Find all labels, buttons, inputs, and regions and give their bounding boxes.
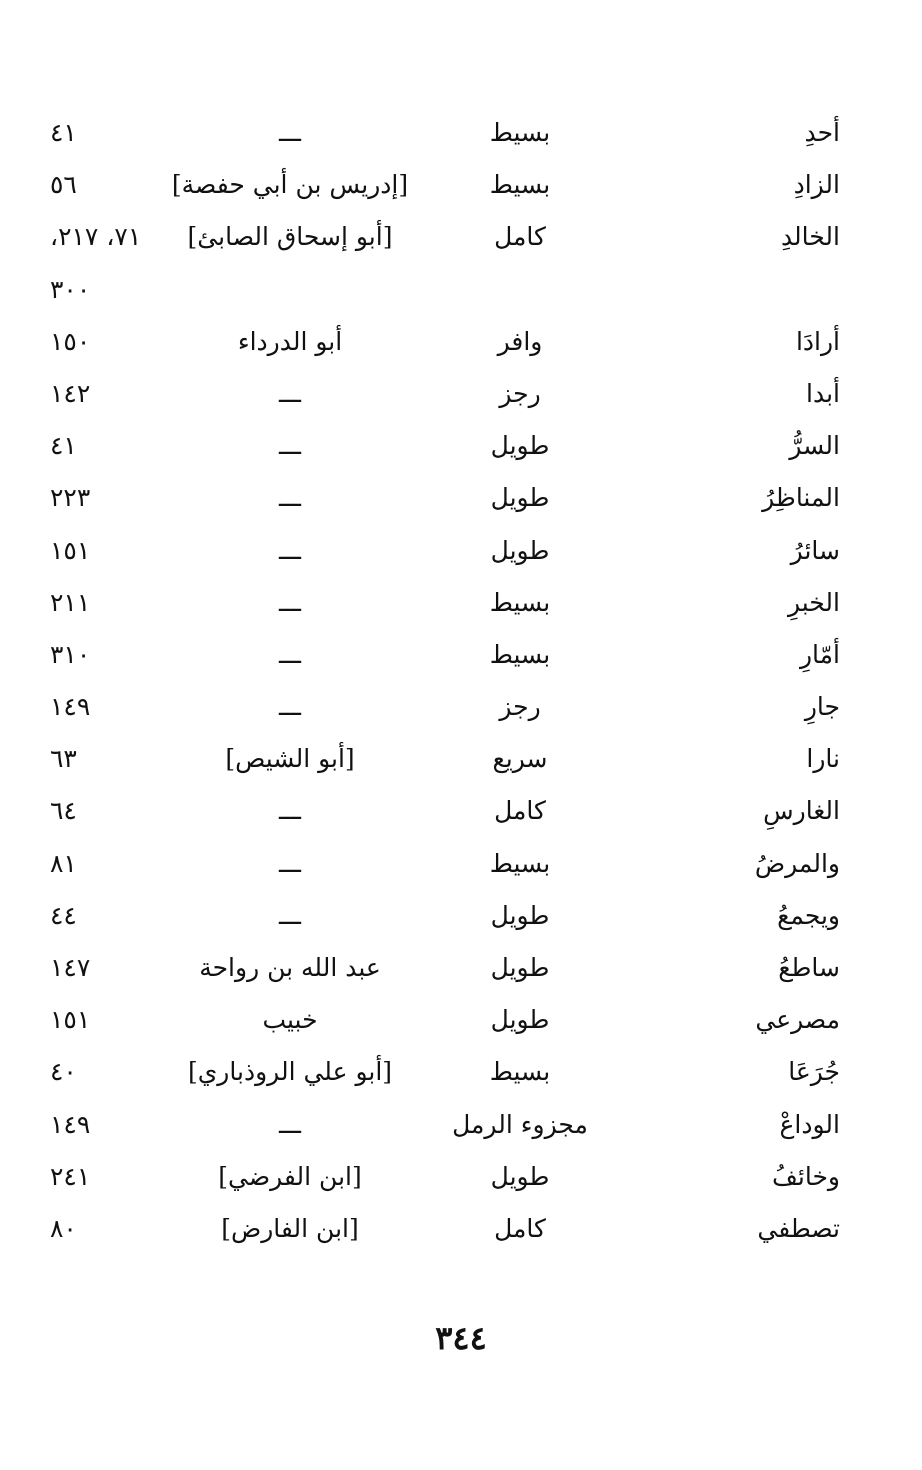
meter: بسيط bbox=[489, 170, 551, 200]
poet: [إدريس بن أبي حفصة] bbox=[171, 170, 409, 200]
meter: بسيط bbox=[489, 1057, 551, 1087]
index-row bbox=[50, 943, 840, 995]
index-row bbox=[50, 160, 840, 212]
index-row bbox=[50, 212, 840, 264]
rhyme-word: الغارسِ bbox=[763, 796, 840, 826]
poet: [ابن الفرضي] bbox=[218, 1161, 362, 1191]
meter: طويل bbox=[490, 953, 550, 982]
rhyme-word: جارِ bbox=[804, 692, 840, 722]
index-row bbox=[50, 1152, 840, 1204]
page-ref: ١٥٠ bbox=[50, 326, 91, 356]
rhyme-word: تصطفي bbox=[757, 1213, 840, 1243]
rhyme-word: سائرُ bbox=[790, 535, 840, 565]
rhyme-word: الخالدِ bbox=[780, 222, 840, 252]
page-ref: ١٤٩ bbox=[50, 1109, 91, 1139]
rhyme-word: جُرَعَا bbox=[788, 1057, 840, 1087]
meter: طويل bbox=[490, 1161, 550, 1191]
index-row bbox=[50, 786, 840, 838]
poet: ـــ bbox=[279, 378, 301, 408]
meter: رجز bbox=[499, 692, 541, 722]
meter: وافر bbox=[497, 326, 543, 356]
index-row bbox=[50, 1047, 840, 1099]
meter: كامل bbox=[494, 796, 546, 826]
page-ref: ٦٤ bbox=[50, 796, 77, 826]
rhyme-word: مصرعي bbox=[755, 1005, 840, 1035]
page-ref: ٨٠ bbox=[50, 1213, 77, 1243]
meter: كامل bbox=[494, 222, 546, 252]
index-row bbox=[50, 473, 840, 525]
meter: رجز bbox=[499, 378, 541, 408]
page-ref: ١٤٧ bbox=[50, 953, 91, 982]
index-row bbox=[50, 682, 840, 734]
meter: بسيط bbox=[489, 848, 551, 878]
meter: بسيط bbox=[489, 587, 551, 617]
poet: ـــ bbox=[279, 535, 301, 565]
poetry-index-table bbox=[50, 108, 840, 1256]
page-ref: ٧١، ٢١٧، bbox=[50, 222, 142, 252]
page-ref: ٥٦ bbox=[50, 170, 77, 200]
index-row bbox=[50, 578, 840, 630]
rhyme-word: وخائفُ bbox=[772, 1161, 840, 1191]
meter: طويل bbox=[490, 483, 550, 513]
rhyme-word: أرادَا bbox=[795, 326, 840, 356]
page-number: ٣٤٤ bbox=[435, 1319, 487, 1357]
page-ref: ٣٠٠ bbox=[50, 274, 91, 304]
index-row bbox=[50, 734, 840, 786]
meter: طويل bbox=[490, 431, 550, 461]
rhyme-word: نارا bbox=[806, 744, 840, 774]
page-ref: ٦٣ bbox=[50, 744, 77, 774]
rhyme-word: ساطعُ bbox=[778, 953, 840, 982]
index-row-continuation bbox=[50, 265, 840, 317]
page-ref: ٨١ bbox=[50, 848, 77, 878]
meter: سريع bbox=[492, 744, 548, 774]
rhyme-word: الزادِ bbox=[793, 170, 840, 200]
index-row bbox=[50, 630, 840, 682]
meter: طويل bbox=[490, 1005, 550, 1035]
page-ref: ٤٠ bbox=[50, 1057, 77, 1087]
index-row bbox=[50, 421, 840, 473]
index-row bbox=[50, 1204, 840, 1256]
page-ref: ٢٤١ bbox=[50, 1161, 91, 1191]
index-row bbox=[50, 1100, 840, 1152]
poet: [أبو الشيص] bbox=[225, 744, 355, 774]
meter: كامل bbox=[494, 1213, 546, 1243]
rhyme-word: السرُّ bbox=[789, 431, 840, 461]
page-ref: ٢٢٣ bbox=[50, 483, 91, 513]
page-ref: ١٥١ bbox=[50, 1005, 91, 1035]
meter: مجزوء الرمل bbox=[452, 1109, 588, 1139]
poet: خبيب bbox=[262, 1005, 318, 1035]
index-row bbox=[50, 891, 840, 943]
index-row bbox=[50, 317, 840, 369]
index-row bbox=[50, 995, 840, 1047]
poet: عبد الله بن رواحة bbox=[199, 953, 381, 982]
poet: ـــ bbox=[279, 587, 301, 617]
poet: ـــ bbox=[279, 900, 301, 930]
page-ref: ٤١ bbox=[50, 118, 77, 147]
index-row bbox=[50, 108, 840, 160]
rhyme-word: أحدِ bbox=[804, 118, 840, 147]
meter: بسيط bbox=[489, 118, 551, 147]
rhyme-word: أمّارِ bbox=[799, 639, 840, 669]
poet: ـــ bbox=[279, 796, 301, 826]
rhyme-word: والمرضُ bbox=[754, 848, 840, 878]
page-ref: ٤١ bbox=[50, 431, 77, 461]
meter: طويل bbox=[490, 535, 550, 565]
page-ref: ١٥١ bbox=[50, 535, 91, 565]
poet: [أبو علي الروذباري] bbox=[187, 1057, 393, 1087]
page-ref: ٣١٠ bbox=[50, 639, 91, 669]
index-row bbox=[50, 839, 840, 891]
poet: ـــ bbox=[279, 848, 301, 878]
rhyme-word: الخبرِ bbox=[787, 587, 840, 617]
meter: بسيط bbox=[489, 639, 551, 669]
rhyme-word: ويجمعُ bbox=[777, 900, 840, 930]
rhyme-word: المناظِرُ bbox=[762, 483, 840, 513]
page-ref: ١٤٢ bbox=[50, 378, 91, 408]
poet: ـــ bbox=[279, 431, 301, 461]
poet: [أبو إسحاق الصابئ] bbox=[187, 222, 393, 252]
poet: ـــ bbox=[279, 118, 301, 147]
meter: طويل bbox=[490, 900, 550, 930]
index-row bbox=[50, 526, 840, 578]
page-ref: ٤٤ bbox=[50, 900, 77, 930]
poet: ـــ bbox=[279, 483, 301, 513]
poet: ـــ bbox=[279, 692, 301, 722]
poet: [ابن الفارض] bbox=[221, 1213, 359, 1243]
page-ref: ٢١١ bbox=[50, 587, 91, 617]
poet: أبو الدرداء bbox=[237, 326, 343, 356]
index-row bbox=[50, 369, 840, 421]
page-ref: ١٤٩ bbox=[50, 692, 91, 722]
poet: ـــ bbox=[279, 639, 301, 669]
rhyme-word: أبدا bbox=[806, 378, 840, 408]
rhyme-word: الوداعْ bbox=[779, 1109, 840, 1139]
poet: ـــ bbox=[279, 1109, 301, 1139]
